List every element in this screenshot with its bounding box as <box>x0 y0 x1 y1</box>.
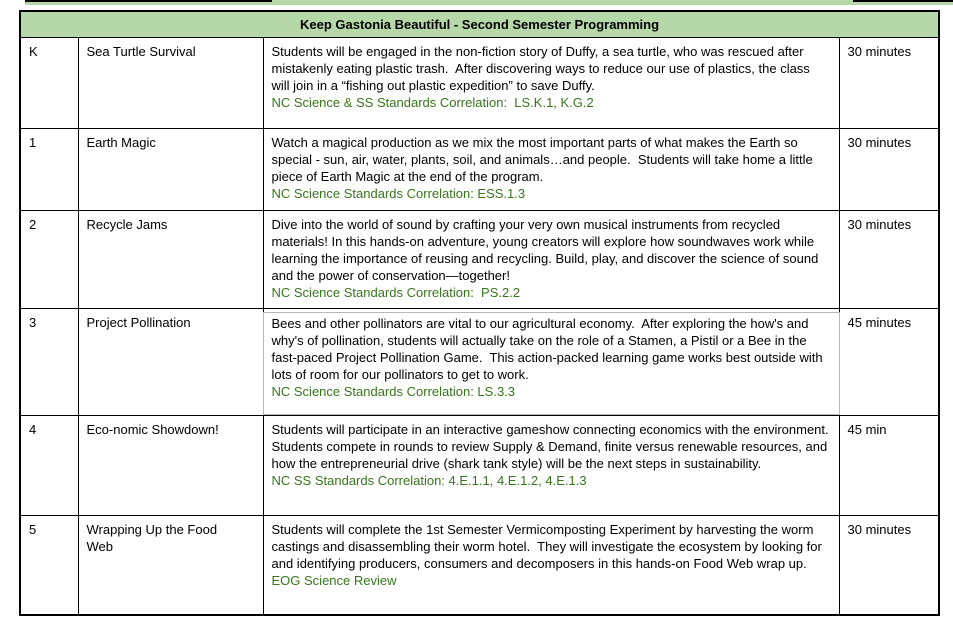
page-title: Keep Gastonia Beautiful - Second Semester Programming <box>20 11 939 38</box>
description-cell <box>263 129 839 211</box>
table-row <box>20 129 939 211</box>
grade-cell: 3 <box>20 309 78 416</box>
duration-cell: 45 minutes <box>839 309 939 416</box>
grade-cell: K <box>20 38 78 129</box>
standards-text: NC Science & SS Standards Correlation: LS.K.1, K.G.2 <box>271 95 594 110</box>
description-text: Students will complete the 1st Semester Vermicomposting Experiment by harvesting the worm castings and disassembling their worm hotel. They will investigate the ecosystem by looking for and identifying producers, consumers and decomposers in this hands-on Food Web wrap up. <box>271 522 826 571</box>
duration-cell: 30 minutes <box>839 516 939 615</box>
program-cell <box>78 211 263 309</box>
standards-text: EOG Science Review <box>271 573 397 588</box>
textbox-overlay <box>263 312 840 415</box>
standards-text: NC Science Standards Correlation: ESS.1.3 <box>271 186 526 201</box>
duration-cell: 45 min <box>839 416 939 516</box>
program-name: Eco-nomic Showdown! <box>86 422 219 437</box>
table-row <box>20 516 939 615</box>
duration-cell: 30 minutes <box>839 38 939 129</box>
description-cell <box>263 416 839 516</box>
program-cell <box>78 516 263 615</box>
program-cell <box>78 38 263 129</box>
table-row <box>20 211 939 309</box>
program-name: Earth Magic <box>86 135 156 150</box>
standards-text: NC Science Standards Correlation: LS.3.3 <box>271 384 516 399</box>
duration-cell: 30 minutes <box>839 211 939 309</box>
description-text: Students will be engaged in the non-fiction story of Duffy, a sea turtle, who was rescued after mistakenly eating plastic trash. After discovering ways to reduce our use of plastics, the class will join in a “fishing out plastic expedition” to save Duffy. <box>271 44 814 93</box>
program-name: Project Pollination <box>86 315 191 330</box>
description-cell <box>263 309 839 416</box>
program-cell <box>78 416 263 516</box>
description-cell <box>263 38 839 129</box>
description-text: Dive into the world of sound by crafting your very own musical instruments from recycled materials! In this hands-on adventure, young creators will explore how soundwaves work while learning the importance of reusing and recycling. Build, play, and discover the science of sound and the power of conservation—together! <box>271 217 822 283</box>
description-cell <box>263 211 839 309</box>
description-text: Bees and other pollinators are vital to our agricultural economy. After exploring the how's and why's of pollination, students will actually take on the role of a Stamen, a Pistil or a Bee in the fast-paced Project Pollination Game. This action-packed learning game works best outside with lots of room for our pollinators to get to work. <box>271 316 827 382</box>
table-row <box>20 309 939 416</box>
program-name: Wrapping Up the Food Web <box>86 522 221 554</box>
grade-cell: 2 <box>20 211 78 309</box>
standards-text: NC Science Standards Correlation: PS.2.2 <box>271 285 521 300</box>
program-cell <box>78 309 263 416</box>
grade-cell: 1 <box>20 129 78 211</box>
table-row <box>20 38 939 129</box>
duration-cell: 30 minutes <box>839 129 939 211</box>
programming-table <box>19 10 940 616</box>
program-name: Recycle Jams <box>86 217 168 232</box>
grade-cell: 4 <box>20 416 78 516</box>
grade-cell: 5 <box>20 516 78 615</box>
program-name: Sea Turtle Survival <box>86 44 196 59</box>
cropped-border-left <box>25 0 272 2</box>
standards-text: NC SS Standards Correlation: 4.E.1.1, 4.E.1.2, 4.E.1.3 <box>271 473 587 488</box>
table-row <box>20 416 939 516</box>
description-cell <box>263 516 839 615</box>
program-cell <box>78 129 263 211</box>
cropped-border-right <box>853 0 953 2</box>
description-text: Watch a magical production as we mix the most important parts of what makes the Earth so special - sun, air, water, plants, soil, and animals…and people. Students will take home a little piece of Earth Magic at the end of the program. <box>271 135 817 184</box>
table-title-row <box>20 11 939 38</box>
description-text: Students will participate in an interactive gameshow connecting economics with the environment. Students compete in rounds to review Supply & Demand, finite versus renewable resources, and how the entrepreneurial drive (shark tank style) will be the next steps in sustainability. <box>271 422 833 471</box>
